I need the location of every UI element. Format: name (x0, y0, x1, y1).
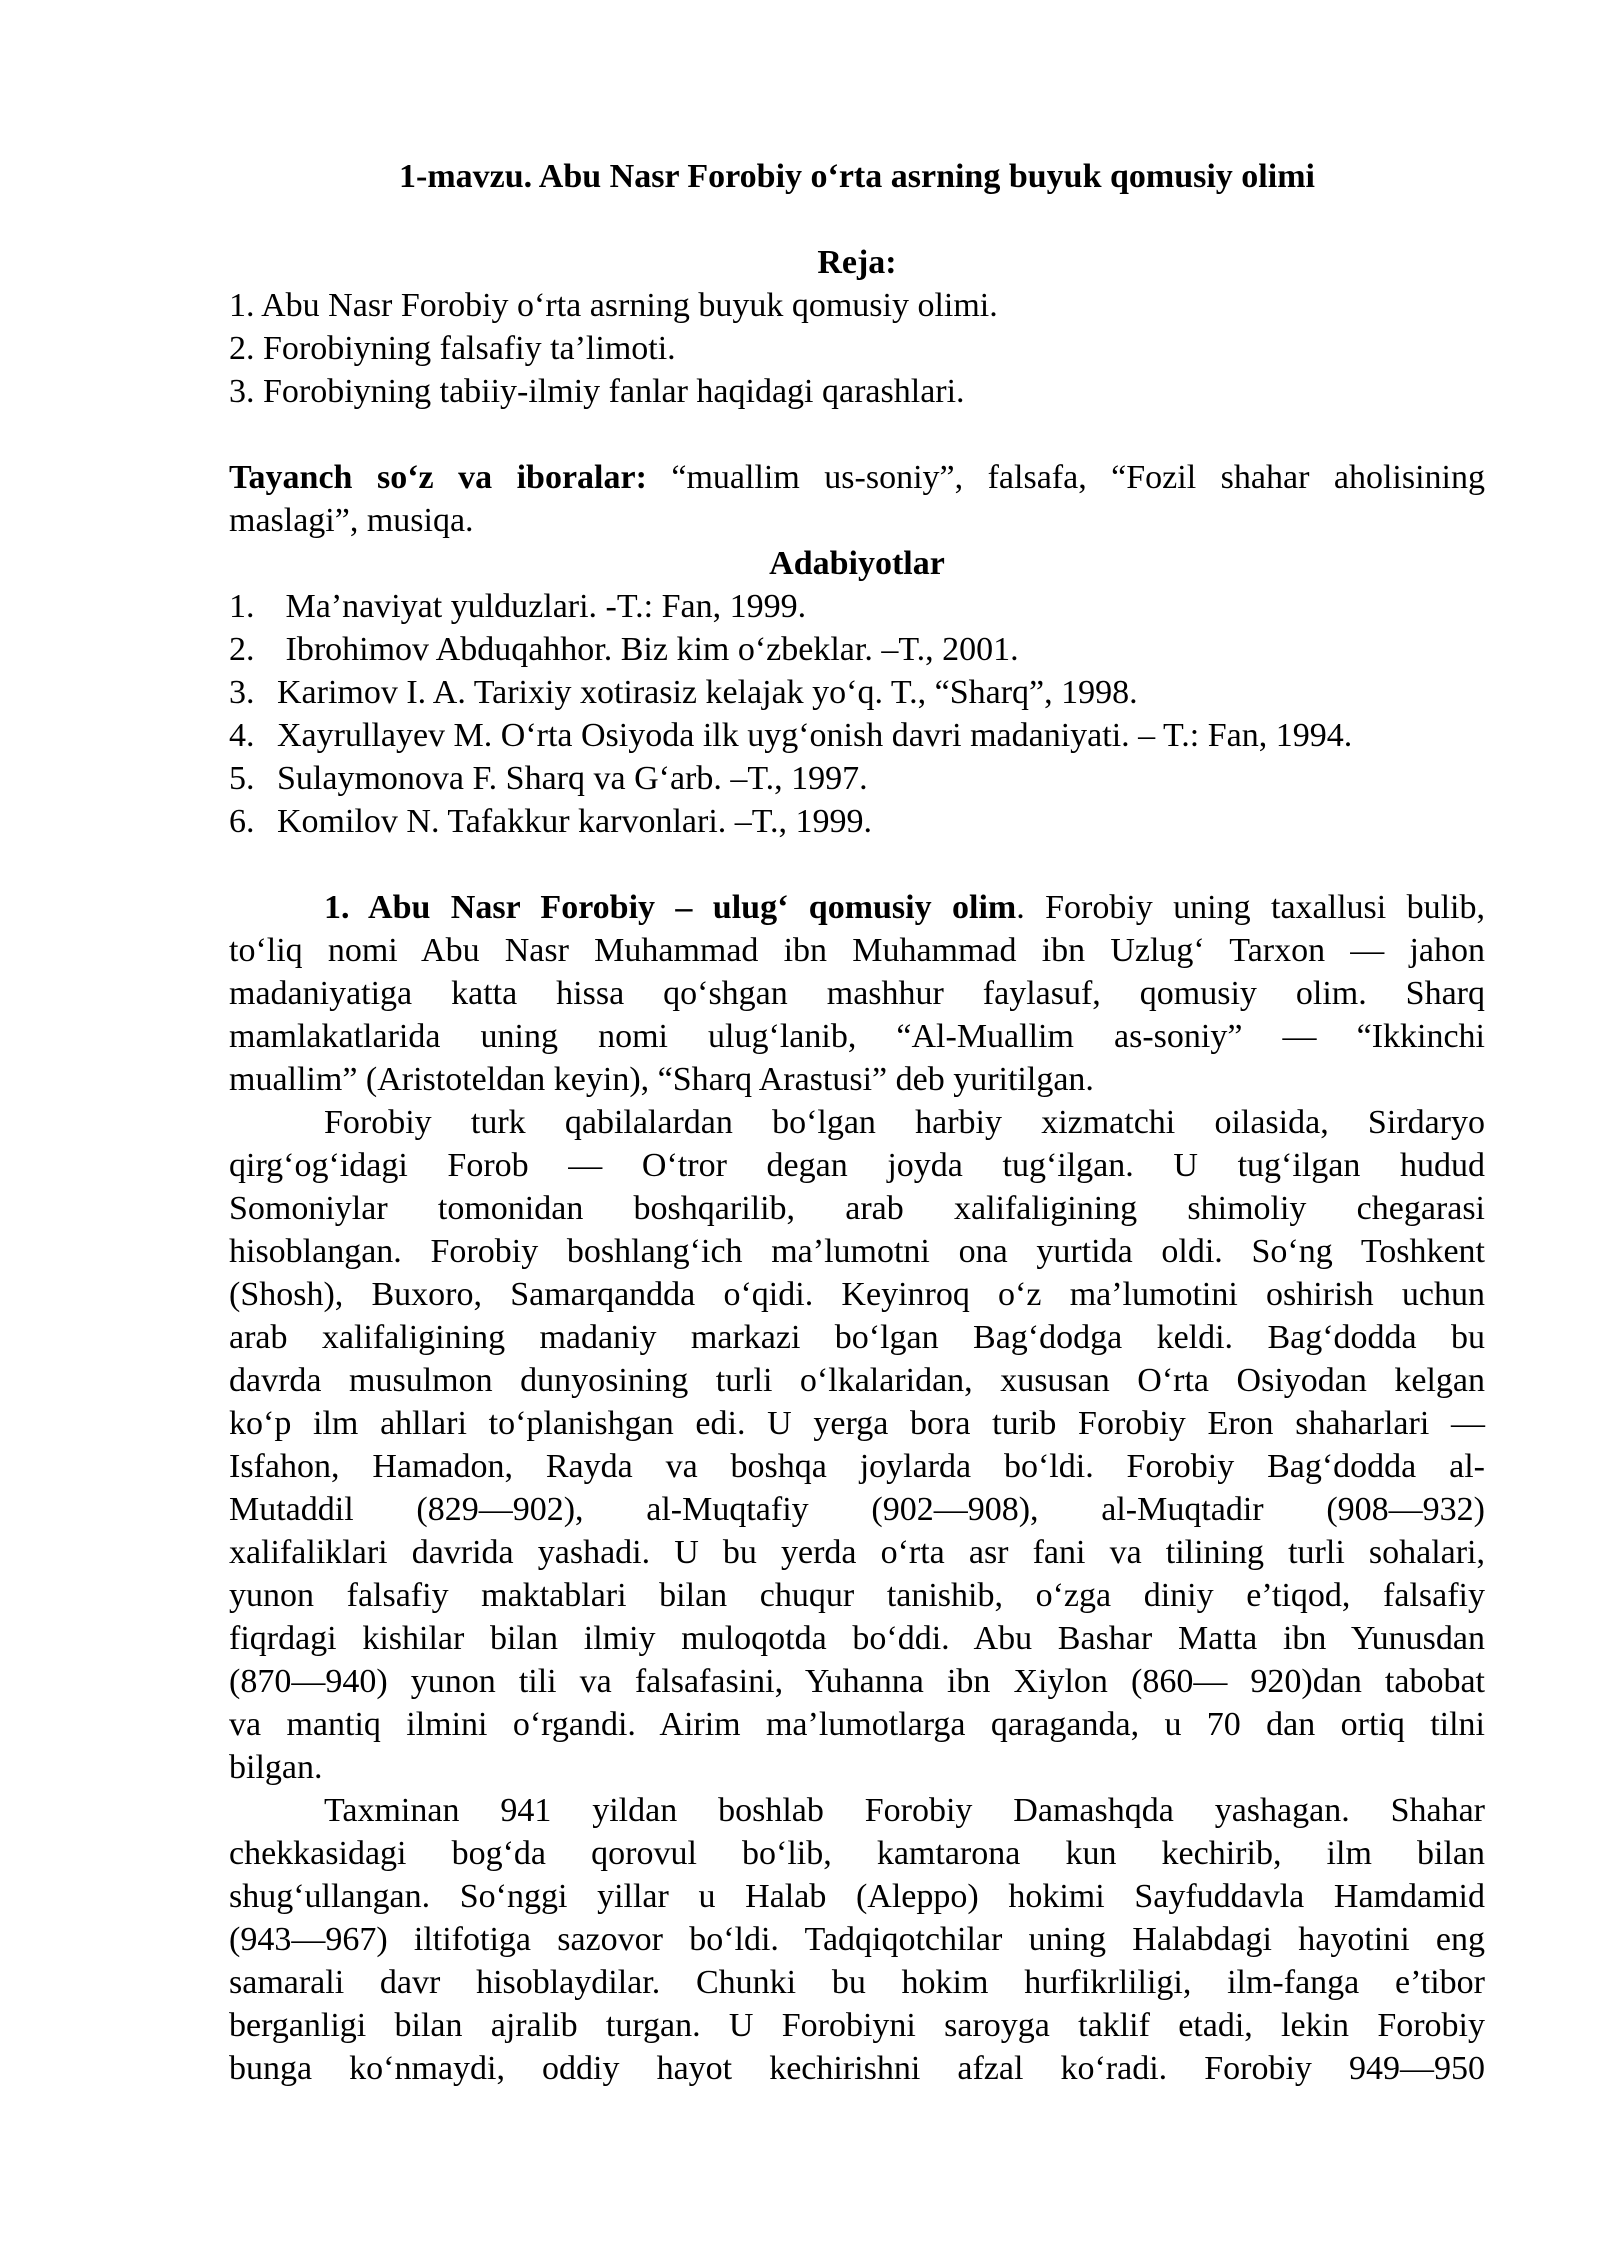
adabiyot-number: 4. (229, 717, 255, 754)
body-line: bilgan. (229, 1749, 323, 1786)
adabiyot-item (229, 671, 1485, 714)
tayanch-line-1 (229, 456, 1485, 499)
reja-heading: Reja: (817, 244, 897, 281)
section1-heading-line (229, 886, 1485, 929)
body-line: Isfahon, Hamadon, Rayda va boshqa joylarda bo‘ldi. Forobiy Bag‘dodda al- (229, 1448, 1485, 1485)
body-line: madaniyatiga katta hissa qo‘shgan mashhur faylasuf, qomusiy olim. Sharq (229, 975, 1485, 1012)
body-line: davrda musulmon dunyosining turli o‘lkalaridan, xususan O‘rta Osiyodan kelgan (229, 1362, 1485, 1399)
body-line: (943—967) iltifotiga sazovor bo‘ldi. Tadqiqotchilar uning Halabdagi hayotini eng (229, 1921, 1485, 1958)
body-line: ko‘p ilm ahllari to‘planishgan edi. U yerga bora turib Forobiy Eron shaharlari — (229, 1405, 1485, 1442)
adabiyot-number: 1. (229, 588, 255, 625)
body-line: Mutaddil (829—902), al-Muqtafiy (902—908), al-Muqtadir (908—932) (229, 1491, 1485, 1528)
adabiyot-text: Sulaymonova F. Sharq va G‘arb. –T., 1997. (277, 760, 868, 797)
body-line: va mantiq ilmini o‘rgandi. Airim ma’lumotlarga qaraganda, u 70 dan ortiq tilni (229, 1706, 1485, 1743)
adabiyot-text: Komilov N. Tafakkur karvonlari. –T., 1999. (277, 803, 873, 840)
body-line: bunga ko‘nmaydi, oddiy hayot kechirishni afzal ko‘radi. Forobiy 949—950 (229, 2050, 1485, 2087)
page-title: 1-mavzu. Abu Nasr Forobiy o‘rta asrning buyuk qomusiy olimi (399, 158, 1315, 195)
body-line: Forobiy turk qabilalardan bo‘lgan harbiy xizmatchi oilasida, Sirdaryo (324, 1104, 1485, 1141)
adabiyotlar-heading: Adabiyotlar (769, 545, 945, 582)
adabiyot-number: 3. (229, 674, 255, 711)
body-line: yunon falsafiy maktablari bilan chuqur tanishib, o‘zga diniy e’tiqod, falsafiy (229, 1577, 1485, 1614)
adabiyot-item (229, 714, 1485, 757)
adabiyot-item (229, 800, 1485, 843)
body-line: qirg‘og‘idagi Forob — O‘tror degan joyda tug‘ilgan. U tug‘ilgan hudud (229, 1147, 1485, 1184)
body-line: shug‘ullangan. So‘nggi yillar u Halab (Aleppo) hokimi Sayfuddavla Hamdamid (229, 1878, 1485, 1915)
reja-item: 2. Forobiyning falsafiy ta’limoti. (229, 330, 676, 367)
body-line: (870—940) yunon tili va falsafasini, Yuhanna ibn Xiylon (860— 920)dan tabobat (229, 1663, 1485, 1700)
body-line: samarali davr hisoblaydilar. Chunki bu hokim hurfikrliligi, ilm-fanga e’tibor (229, 1964, 1485, 2001)
body-line: mamlakatlarida uning nomi ulug‘lanib, “Al-Muallim as-soniy” — “Ikkinchi (229, 1018, 1485, 1055)
body-line: hisoblangan. Forobiy boshlang‘ich ma’lumotni ona yurtida oldi. So‘ng Toshkent (229, 1233, 1485, 1270)
adabiyot-text: Xayrullayev M. O‘rta Osiyoda ilk uyg‘onish davri madaniyati. – T.: Fan, 1994. (277, 717, 1353, 754)
section1-heading-tail: . Forobiy uning taxallusi bulib, (1016, 889, 1485, 926)
body-line: arab xalifaligining madaniy markazi bo‘lgan Bag‘dodga keldi. Bag‘dodda bu (229, 1319, 1485, 1356)
reja-item: 3. Forobiyning tabiiy-ilmiy fanlar haqidagi qarashlari. (229, 373, 965, 410)
body-line: Somoniylar tomonidan boshqarilib, arab xalifaligining shimoliy chegarasi (229, 1190, 1485, 1227)
adabiyot-text: Ma’naviyat yulduzlari. -T.: Fan, 1999. (277, 588, 807, 625)
adabiyot-number: 6. (229, 803, 255, 840)
adabiyot-number: 2. (229, 631, 255, 668)
tayanch-label: Tayanch so‘z va iboralar: (229, 459, 647, 496)
adabiyot-text: Ibrohimov Abduqahhor. Biz kim o‘zbeklar. –T., 2001. (277, 631, 1019, 668)
tayanch-line-2: maslagi”, musiqa. (229, 502, 474, 539)
body-line: fiqrdagi kishilar bilan ilmiy muloqotda bo‘ddi. Abu Bashar Matta ibn Yunusdan (229, 1620, 1485, 1657)
adabiyot-item (229, 757, 1485, 800)
section1-heading: 1. Abu Nasr Forobiy – ulug‘ qomusiy olim (324, 889, 1017, 926)
body-line: muallim” (Aristoteldan keyin), “Sharq Arastusi” deb yuritilgan. (229, 1061, 1094, 1098)
body-line: chekkasidagi bog‘da qorovul bo‘lib, kamtarona kun kechirib, ilm bilan (229, 1835, 1485, 1872)
body-line: berganligi bilan ajralib turgan. U Forobiyni saroyga taklif etadi, lekin Forobiy (229, 2007, 1485, 2044)
body-line: to‘liq nomi Abu Nasr Muhammad ibn Muhammad ibn Uzlug‘ Tarxon — jahon (229, 932, 1485, 969)
adabiyot-item (229, 585, 1485, 628)
adabiyot-item (229, 628, 1485, 671)
body-line: xalifaliklari davrida yashadi. U bu yerda o‘rta asr fani va tilining turli sohalari, (229, 1534, 1485, 1571)
tayanch-text: “muallim us-soniy”, falsafa, “Fozil shahar aholisining (646, 459, 1485, 496)
reja-item: 1. Abu Nasr Forobiy o‘rta asrning buyuk qomusiy olimi. (229, 287, 998, 324)
adabiyot-number: 5. (229, 760, 255, 797)
body-line: (Shosh), Buxoro, Samarqandda o‘qidi. Keyinroq o‘z ma’lumotini oshirish uchun (229, 1276, 1485, 1313)
adabiyot-text: Karimov I. A. Tarixiy xotirasiz kelajak yo‘q. T., “Sharq”, 1998. (277, 674, 1138, 711)
body-line: Taxminan 941 yildan boshlab Forobiy Damashqda yashagan. Shahar (324, 1792, 1485, 1829)
